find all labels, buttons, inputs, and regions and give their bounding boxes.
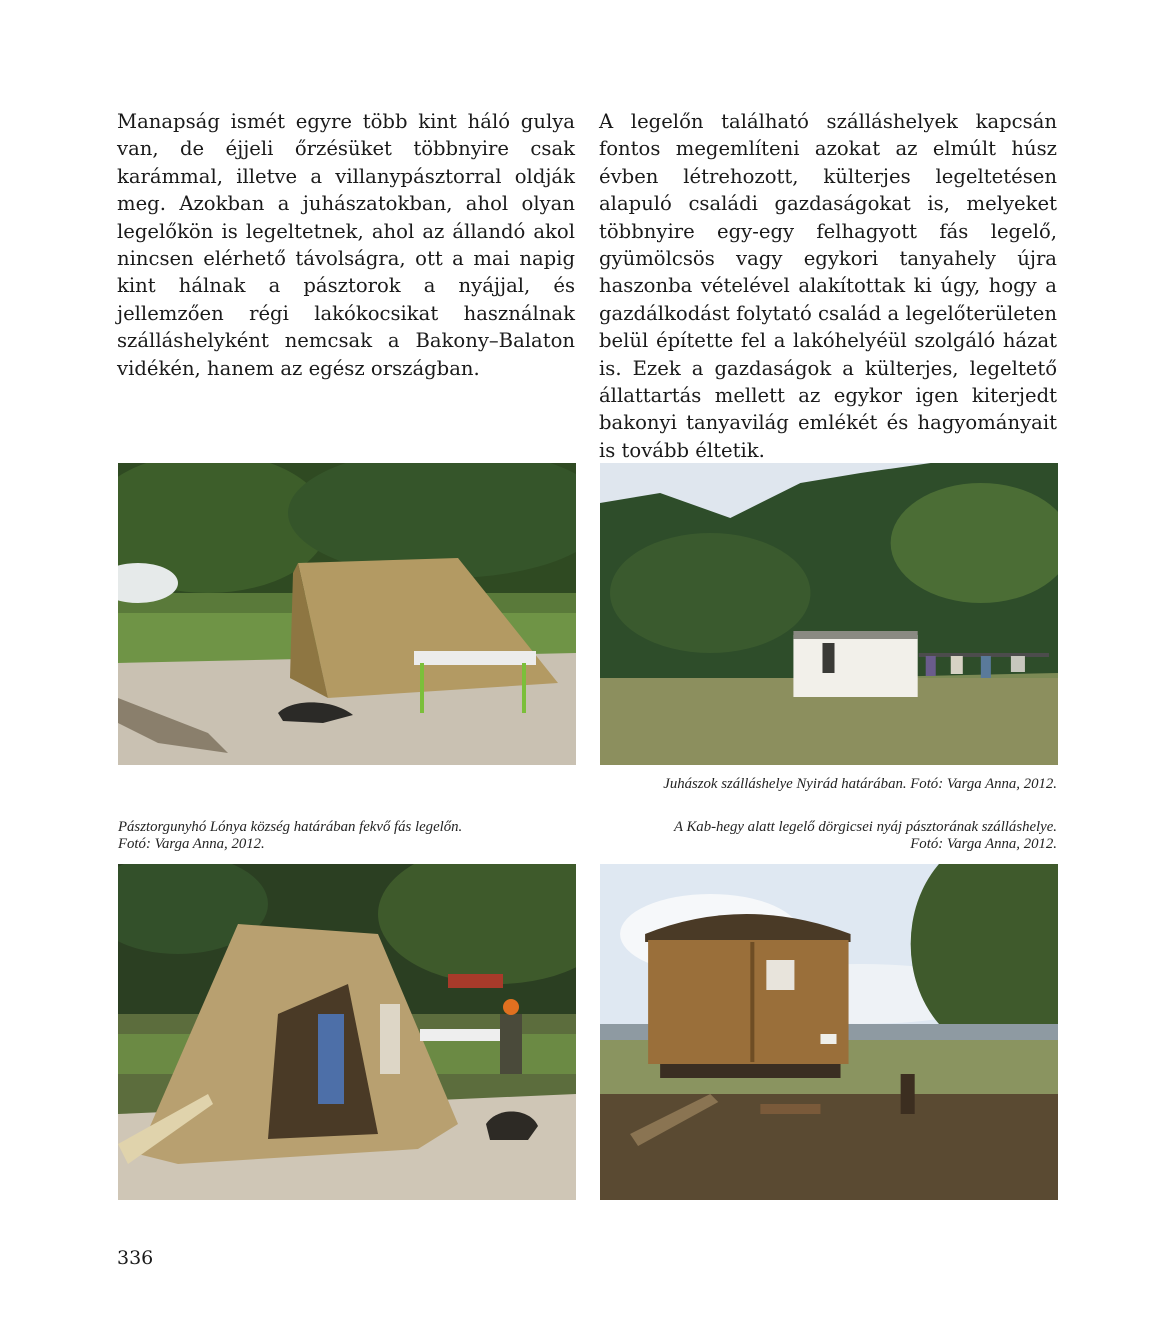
- photo-shepherds-caravan-kab-hegy-graphic: [600, 864, 1058, 1200]
- photo-thatched-hut-lonya: [118, 463, 576, 765]
- body-text-left-column: Manapság ismét egyre több kint háló gulya van, de éjjeli őrzésüket többnyire csak karámmal, illetve a villanypásztorral oldják meg. Azokban a juhászatokban, ahol olyan legelőkön is legeltetnek, ahol az állandó akol nincsen elérhető távolságra, ott a mai napig kint hálnak a pásztorok a nyájjal, és jellemzően régi lakókocsikat használnak szálláshelyként nemcsak a Bakony–Balaton vidékén, hanem az egész országban.: [117, 110, 575, 380]
- caption-photo-kab-hegy-line1: A Kab-hegy alatt legelő dörgicsei nyáj pásztorának szálláshelye.: [673, 819, 1057, 835]
- caption-photo-lonya: [118, 819, 576, 853]
- photo-straw-shelter: [118, 864, 576, 1200]
- photo-straw-shelter-graphic: [118, 864, 576, 1200]
- photo-thatched-hut-lonya-graphic: [118, 463, 576, 765]
- photo-shepherds-trailer-nyirad-graphic: [600, 463, 1058, 765]
- page-number: 336: [117, 1247, 154, 1269]
- body-text-right-column: A legelőn található szálláshelyek kapcsán fontos megemlíteni azokat az elmúlt húsz évben létrehozott, külterjes legeltetésen alapuló családi gazdaságokat is, melyeket többnyire egy-egy felhagyott fás legelő, gyümölcsös vagy egykori tanyahely újra haszonba vételével alakítottak ki úgy, hogy a gazdálkodást folytató család a legelőterületen belül építette fel a lakóhelyéül szolgáló házat is. Ezek a gazdaságok a külterjes, legeltető állattartás mellett az egykor igen kiterjedt bakonyi tanyavilág emlékét és hagyományait is tovább éltetik.: [599, 110, 1057, 462]
- caption-photo-kab-hegy-line2: Fotó: Varga Anna, 2012.: [910, 836, 1057, 852]
- caption-photo-lonya-line1: Pásztorgunyhó Lónya község határában fekvő fás legelőn.: [118, 819, 463, 835]
- photo-shepherds-caravan-kab-hegy: [600, 864, 1058, 1200]
- caption-photo-lonya-line2: Fotó: Varga Anna, 2012.: [118, 836, 265, 852]
- caption-photo-nyirad: Juhászok szálláshelye Nyirád határában. Fotó: Varga Anna, 2012.: [663, 776, 1057, 792]
- caption-photo-kab-hegy: [599, 819, 1057, 853]
- photo-shepherds-trailer-nyirad: [600, 463, 1058, 765]
